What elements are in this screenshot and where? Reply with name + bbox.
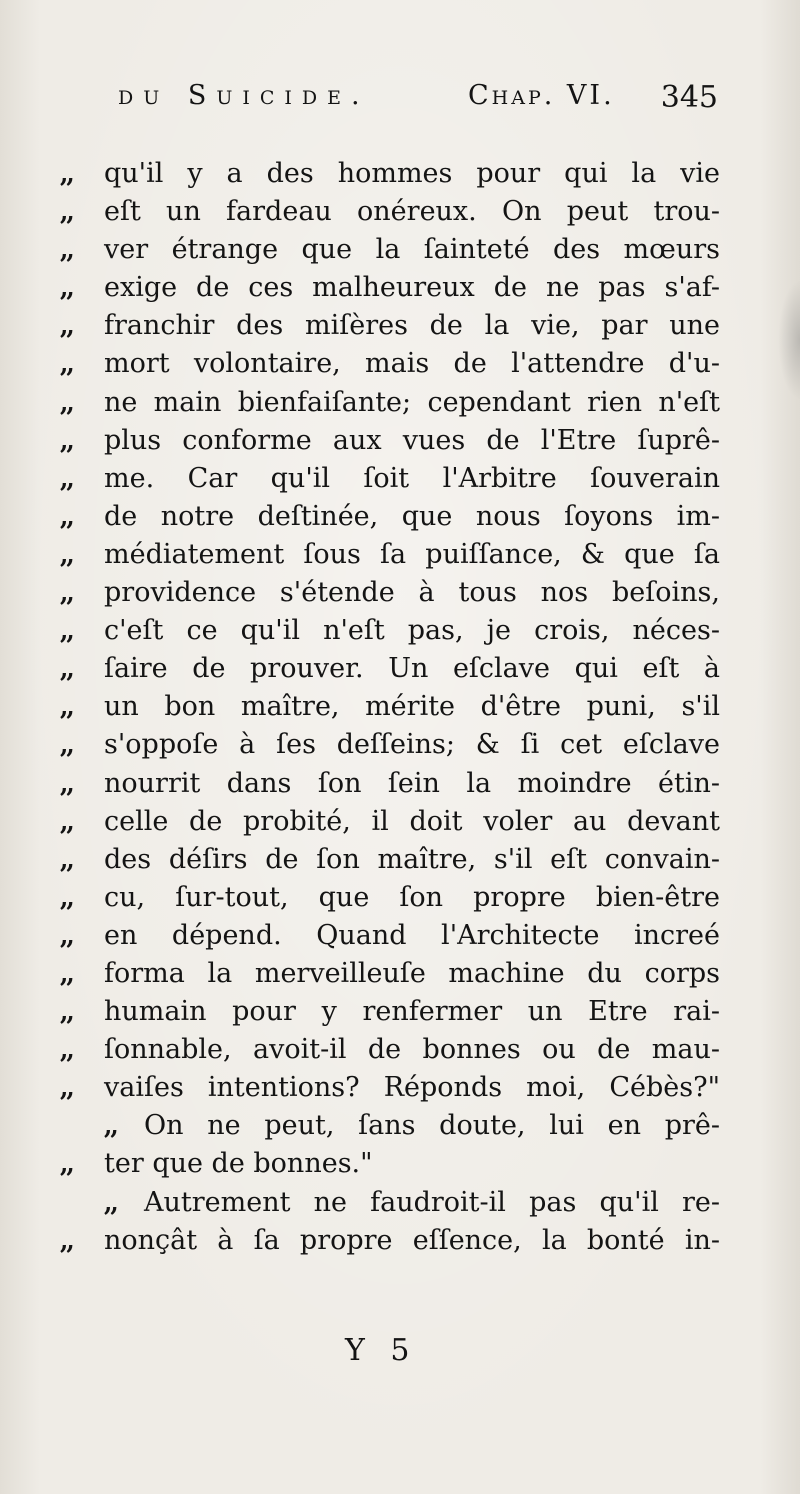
text-line-content: s'oppoſe à ſes deſſeins; & ſi cet eſclave	[104, 729, 720, 761]
text-line	[60, 422, 720, 460]
page-number: 345	[660, 80, 718, 115]
quotation-mark: ,,	[60, 616, 73, 646]
quotation-mark: ,,	[60, 273, 73, 303]
text-line	[60, 1107, 720, 1145]
text-line-content: médiatement ſous ſa puiſſance, & que ſa	[104, 538, 720, 570]
quotation-mark: ,,	[60, 1035, 73, 1065]
text-line	[60, 917, 720, 955]
quotation-mark: ,,	[60, 1225, 73, 1255]
text-line-content: qu'il y a des hommes pour qui la vie	[104, 158, 720, 189]
text-line	[60, 879, 720, 917]
text-line-content: me. Car qu'il ſoit l'Arbitre ſouverain	[104, 462, 720, 494]
text-line	[60, 803, 720, 841]
quotation-mark: ,,	[60, 844, 73, 874]
text-line-content: ter que de bonnes."	[104, 1148, 373, 1180]
quotation-mark: ,,	[60, 197, 73, 227]
signature-mark: Y 5	[345, 1333, 418, 1368]
text-line	[60, 460, 720, 498]
text-line	[60, 193, 720, 231]
text-line-content: eſt un fardeau onéreux. On peut trou-	[104, 196, 720, 228]
text-line	[60, 307, 720, 345]
text-line-content: nonçât à ſa propre eſſence, la bonté in-	[104, 1224, 720, 1256]
text-line	[60, 765, 720, 803]
text-line-content: de notre deſtinée, que nous ſoyons im-	[104, 500, 720, 532]
quotation-mark: ,,	[104, 1187, 117, 1217]
text-line	[60, 1069, 720, 1107]
text-line-content: forma la merveilleuſe machine du corps	[104, 957, 720, 989]
quotation-mark: ,,	[60, 387, 73, 417]
text-line	[60, 155, 720, 193]
quotation-mark: ,,	[104, 1111, 117, 1141]
quotation-mark: ,,	[60, 997, 73, 1027]
text-line	[60, 993, 720, 1031]
quotation-mark: ,,	[60, 692, 73, 722]
running-head	[118, 80, 718, 130]
quotation-mark: ,,	[60, 730, 73, 760]
text-line	[60, 269, 720, 307]
text-line-content: ver étrange que la ſainteté des mœurs	[104, 234, 720, 266]
text-line-content: providence s'étende à tous nos beſoins,	[104, 577, 720, 609]
text-line	[60, 841, 720, 879]
text-line-content: vaiſes intentions? Réponds moi, Cébès?"	[104, 1072, 720, 1104]
text-line-content: un bon maître, mérite d'être puni, s'il	[104, 691, 720, 723]
quotation-mark: ,,	[60, 425, 73, 455]
text-line	[60, 384, 720, 422]
text-line-content: humain pour y renfermer un Etre rai-	[104, 996, 720, 1028]
quotation-mark: ,,	[60, 311, 73, 341]
quotation-mark: ,,	[60, 806, 73, 836]
text-line-content: ne main bienfaiſante; cependant rien n'eſt	[104, 386, 720, 418]
quotation-mark: ,,	[60, 578, 73, 608]
text-line-content: ſaire de prouver. Un eſclave qui eſt à	[104, 653, 720, 685]
text-line	[60, 536, 720, 574]
quotation-mark: ,,	[60, 882, 73, 912]
text-line-content: celle de probité, il doit voler au devant	[104, 805, 720, 837]
quotation-mark: ,,	[60, 920, 73, 950]
text-line-content: cu, ſur-tout, que ſon propre bien-être	[104, 881, 720, 913]
text-line-content: plus conforme aux vues de l'Etre ſuprê-	[104, 424, 720, 456]
text-line	[60, 688, 720, 726]
text-line	[60, 726, 720, 764]
quotation-mark: ,,	[60, 1149, 73, 1179]
text-line	[60, 1031, 720, 1069]
text-line-content: des déſirs de ſon maître, s'il eſt convain-	[104, 843, 720, 875]
text-line-content: Autrement ne faudroit-il pas qu'il re-	[144, 1186, 720, 1218]
quotation-mark: ,,	[60, 159, 73, 188]
text-line-content: c'eſt ce qu'il n'eſt pas, je crois, néces-	[104, 615, 720, 647]
quotation-mark: ,,	[60, 539, 73, 569]
quotation-mark: ,,	[60, 501, 73, 531]
page-edge-shadow	[778, 280, 800, 400]
text-line	[60, 1222, 720, 1260]
quotation-mark: ,,	[60, 958, 73, 988]
running-head-chapter: Chap. VI.	[468, 80, 615, 111]
quotation-mark: ,,	[60, 235, 73, 265]
text-line-content: ſonnable, avoit-il de bonnes ou de mau-	[104, 1034, 720, 1066]
text-line	[60, 231, 720, 269]
running-head-title: du Suicide.	[118, 80, 370, 111]
text-line-content: On ne peut, ſans doute, lui en prê-	[144, 1110, 720, 1142]
text-line	[60, 345, 720, 383]
text-line	[60, 1184, 720, 1222]
text-line	[60, 955, 720, 993]
quotation-mark: ,,	[60, 654, 73, 684]
quotation-mark: ,,	[60, 463, 73, 493]
quotation-mark: ,,	[60, 349, 73, 379]
text-line-content: franchir des miſères de la vie, par une	[104, 310, 720, 342]
text-line-content: nourrit dans ſon ſein la moindre étin-	[104, 767, 720, 799]
body-text	[60, 155, 720, 1260]
text-line	[60, 574, 720, 612]
text-line-content: exige de ces malheureux de ne pas s'af-	[104, 272, 720, 304]
quotation-mark: ,,	[60, 768, 73, 798]
text-line-content: mort volontaire, mais de l'attendre d'u-	[104, 348, 720, 380]
text-line	[60, 1145, 720, 1183]
text-line	[60, 650, 720, 688]
quotation-mark: ,,	[60, 1073, 73, 1103]
text-line	[60, 498, 720, 536]
text-line-content: en dépend. Quand l'Architecte increé	[104, 919, 720, 951]
text-line	[60, 612, 720, 650]
